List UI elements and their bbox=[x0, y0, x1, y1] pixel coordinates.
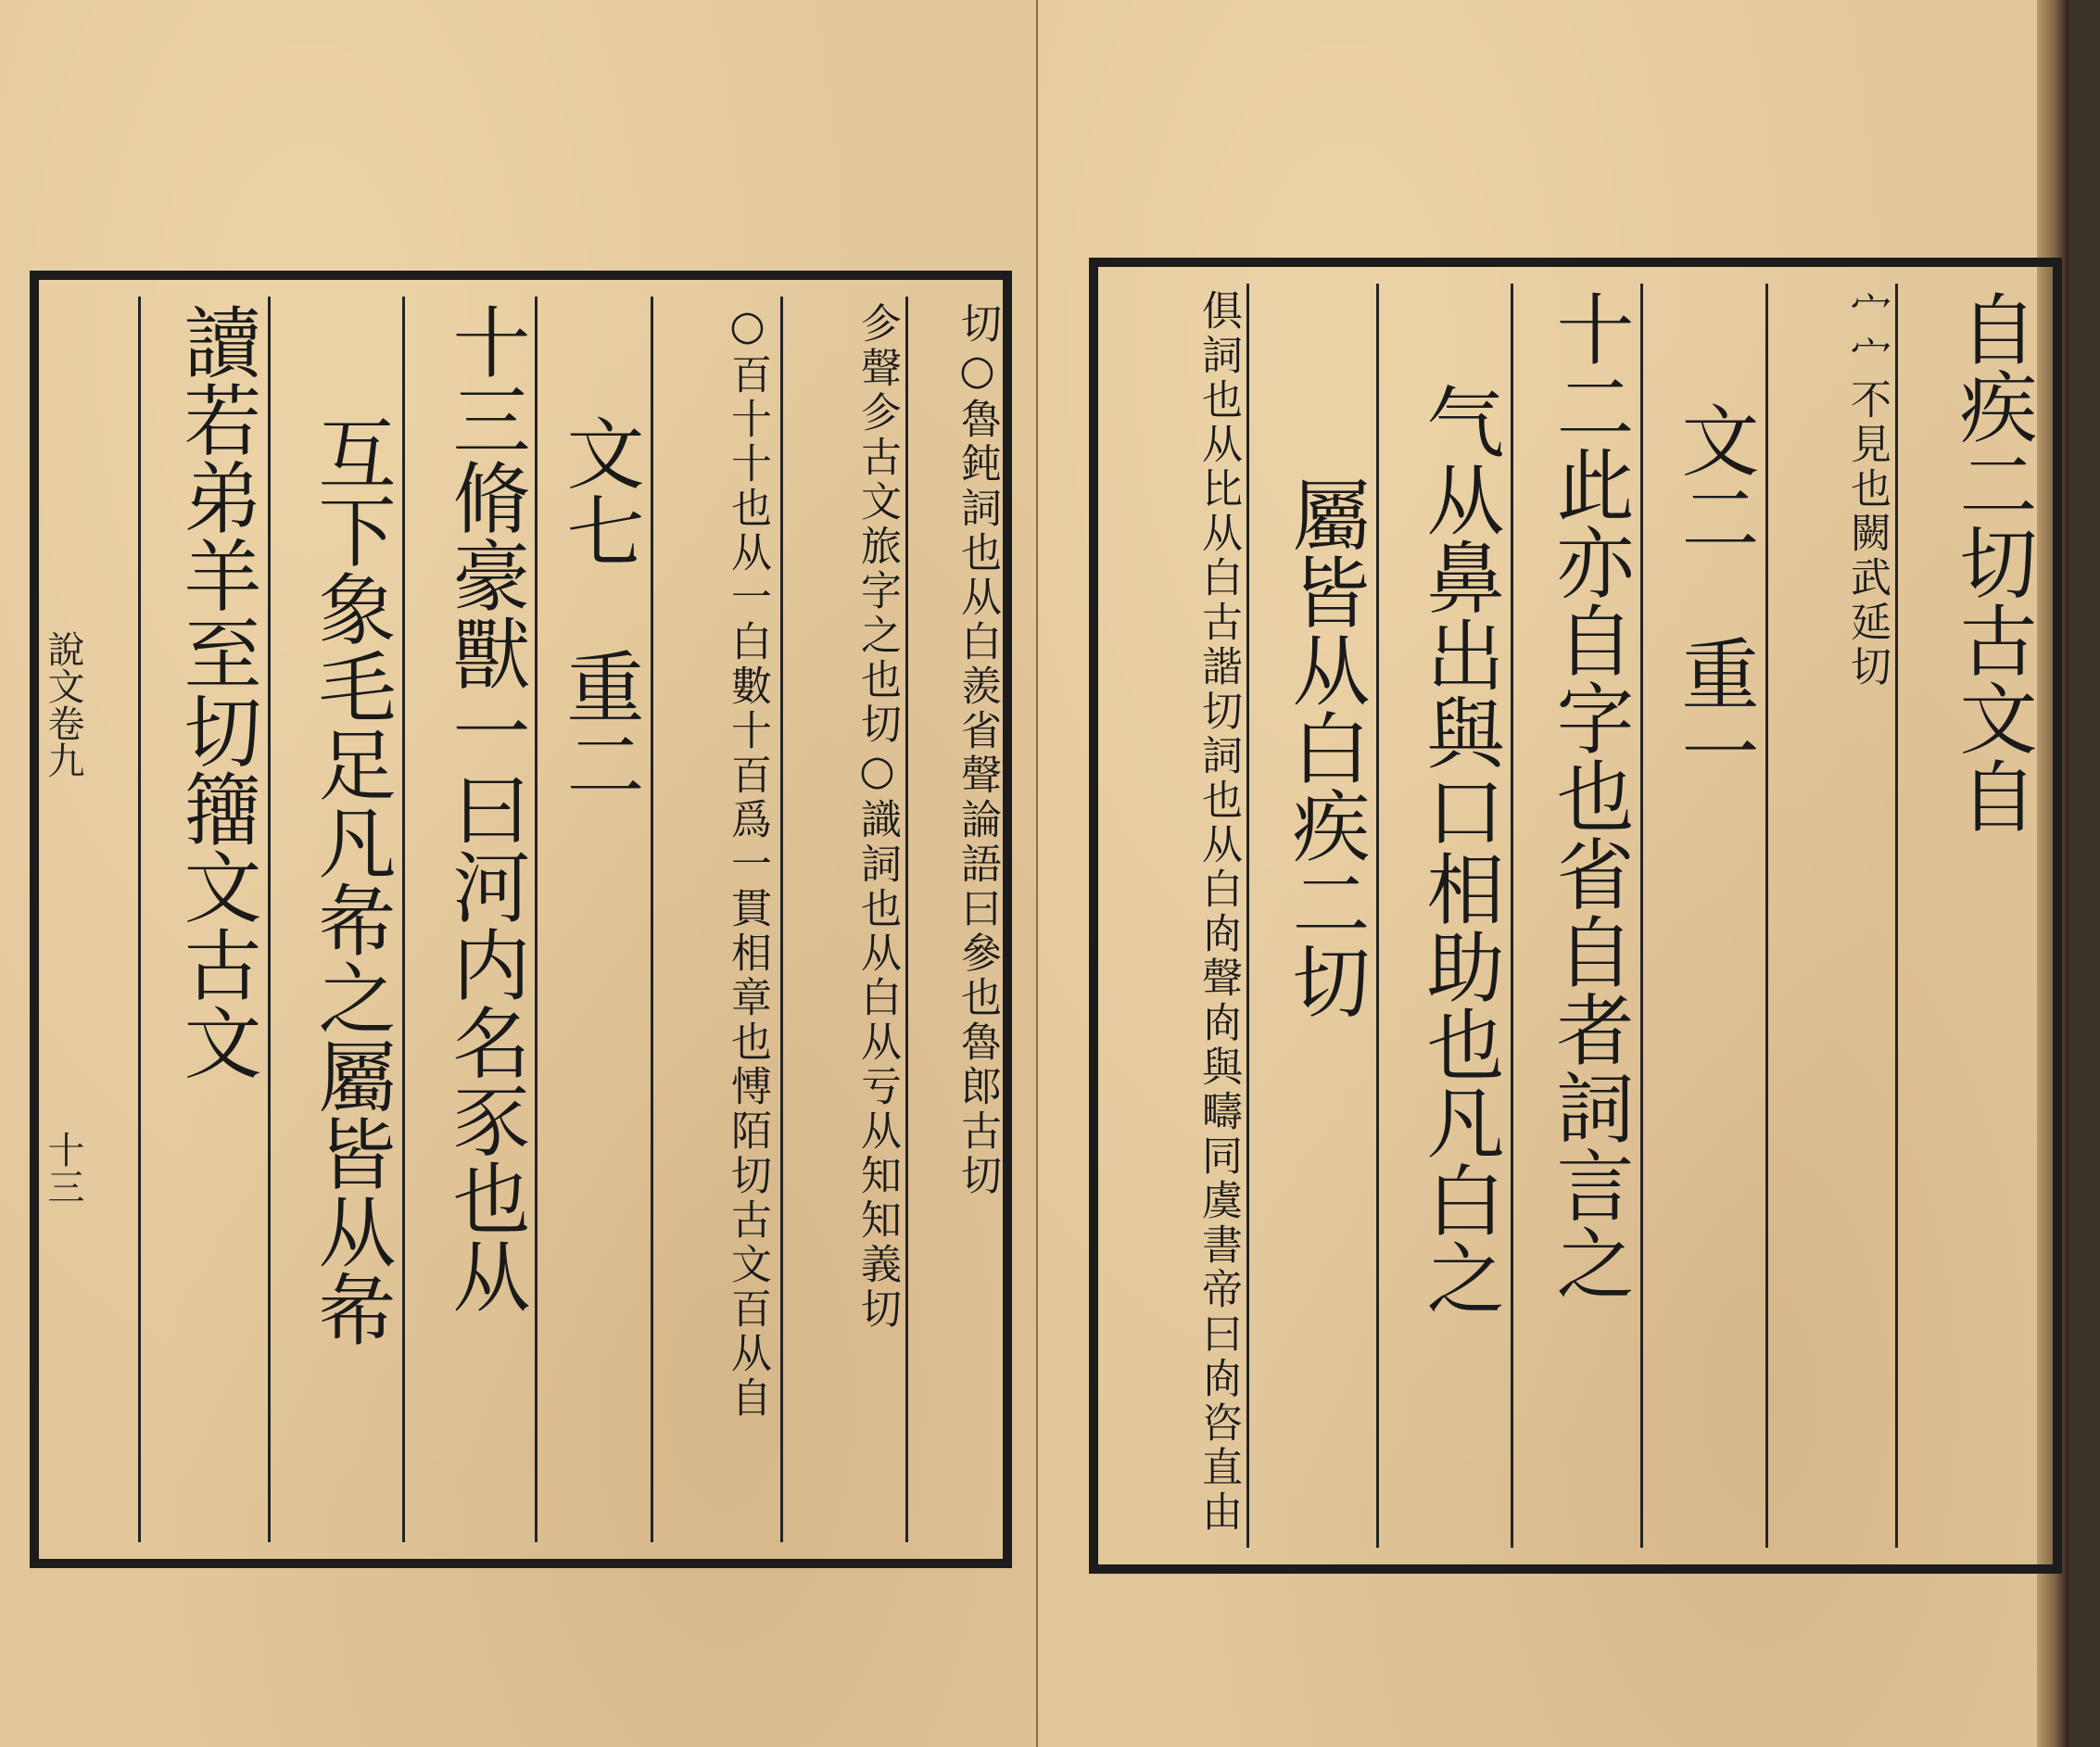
column-rule bbox=[1246, 284, 1249, 1548]
text-column: ○百十十也从一白數十百爲一貫相章也愽陌切古文百从自 bbox=[724, 302, 771, 1421]
text-column: 文七 重二 bbox=[554, 413, 645, 803]
fold-page-number: 十三 bbox=[42, 1131, 84, 1205]
column-rule bbox=[651, 297, 653, 1542]
column-rule bbox=[138, 297, 141, 1542]
column-rule bbox=[535, 297, 538, 1542]
column-rule bbox=[780, 297, 783, 1542]
left-page-frame bbox=[30, 271, 1012, 1568]
column-rule bbox=[1765, 284, 1768, 1548]
text-column: 㐱聲㐱古文旅字之也切○識詞也从白从亏从知知義切 bbox=[854, 302, 901, 1332]
text-column: 十三脩豪獸一曰河内名豕也从 bbox=[440, 302, 531, 1314]
column-rule bbox=[1376, 284, 1379, 1548]
column-rule bbox=[1640, 284, 1643, 1548]
text-column: 宀宀不見也闕武延切 bbox=[1843, 289, 1891, 690]
text-column: 气从鼻出與口相助也凡白之 bbox=[1414, 382, 1505, 1316]
text-column: 屬皆从白疾二切 bbox=[1280, 475, 1371, 1019]
right-page-frame bbox=[1089, 258, 2062, 1574]
right-page bbox=[1038, 0, 2068, 1747]
column-rule bbox=[402, 297, 405, 1542]
text-column: 切○魯鈍詞也从白羨省聲論語曰參也魯郎古切 bbox=[954, 302, 1001, 1198]
column-rule bbox=[1895, 284, 1898, 1548]
text-column: 十二此亦自字也省自者詞言之 bbox=[1544, 289, 1635, 1301]
text-column: 自疾二切古文自 bbox=[1947, 289, 2038, 834]
column-rule bbox=[1511, 284, 1513, 1548]
text-column: 讀若弟羊至切籒文古文 bbox=[171, 302, 262, 1081]
left-page bbox=[0, 0, 1038, 1747]
text-column: 文二 重一 bbox=[1669, 400, 1760, 790]
column-rule bbox=[268, 297, 271, 1542]
text-column: 俱詞也从比从白古諧切詞也从白㕯聲㕯與疇同虞書帝曰㕯咨直由 bbox=[1195, 289, 1242, 1535]
text-column: 互下象毛足凡㣇之屬皆从㣇 bbox=[306, 413, 397, 1348]
fold-title: 說文卷九 bbox=[42, 630, 84, 779]
